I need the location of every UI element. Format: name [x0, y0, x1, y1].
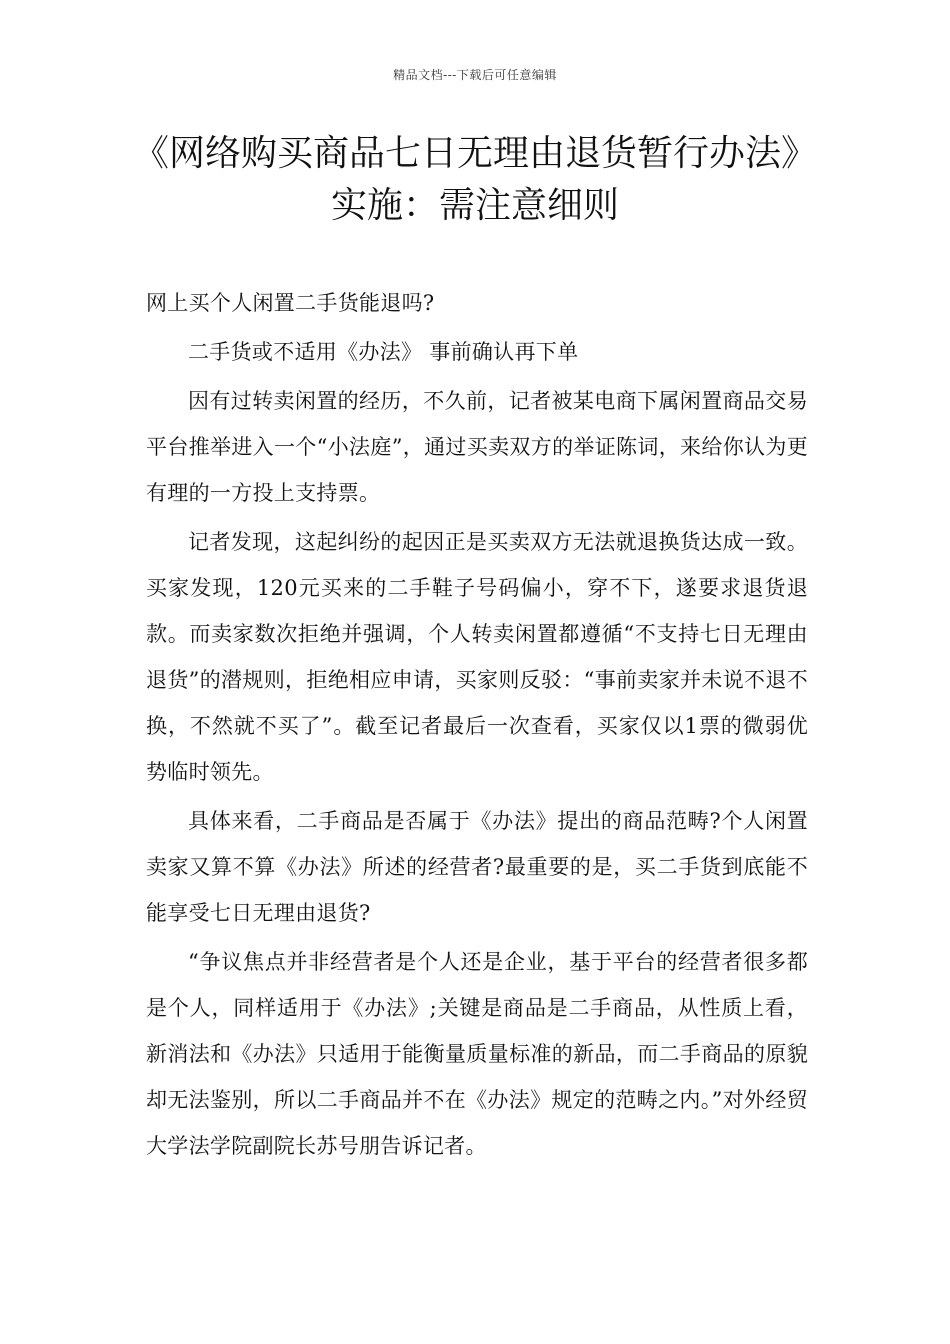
paragraph-subheading: 二手货或不适用《办法》 事前确认再下单: [188, 340, 579, 364]
paragraph-question: 网上买个人闲置二手货能退吗?: [146, 291, 435, 315]
document-title: 《网络购买商品七日无理由退货暂行办法》实施：需注意细则: [132, 133, 817, 226]
paragraph-intro: 因有过转卖闲置的经历，不久前，记者被某电商下属闲置商品交易平台推举进入一个“小法庭”，通过买卖双方的举证陈词，来给你认为更有理的一方投上支持票。: [146, 389, 808, 505]
document-body: [146, 280, 808, 1169]
paragraph-questions: 具体来看，二手商品是否属于《办法》提出的商品范畴?个人闲置卖家又算不算《办法》所述的经营者?最重要的是，买二手货到底能不能享受七日无理由退货?: [146, 809, 808, 925]
paragraph-expert-quote: “争议焦点并非经营者是个人还是企业，基于平台的经营者很多都是个人，同样适用于《办法》;关键是商品是二手商品，从性质上看，新消法和《办法》只适用于能衡量质量标准的新品，而二手商品的原貌却无法鉴别，所以二手商品并不在《办法》规定的范畴之内。”对外经贸大学法学院副院长苏号朋告诉记者。: [146, 950, 808, 1158]
paragraph-dispute: 记者发现，这起纠纷的起因正是买卖双方无法就退换货达成一致。买家发现，120元买来的二手鞋子号码偏小，穿不下，遂要求退货退款。而卖家数次拒绝并强调，个人转卖闲置都遵循“不支持七日无理由退货”的潜规则，拒绝相应申请，买家则反驳：“事前卖家并未说不退不换，不然就不买了”。截至记者最后一次查看，买家仅以1票的微弱优势临时领先。: [146, 530, 808, 784]
header-note: 精品文档---下载后可任意编辑: [393, 68, 557, 82]
